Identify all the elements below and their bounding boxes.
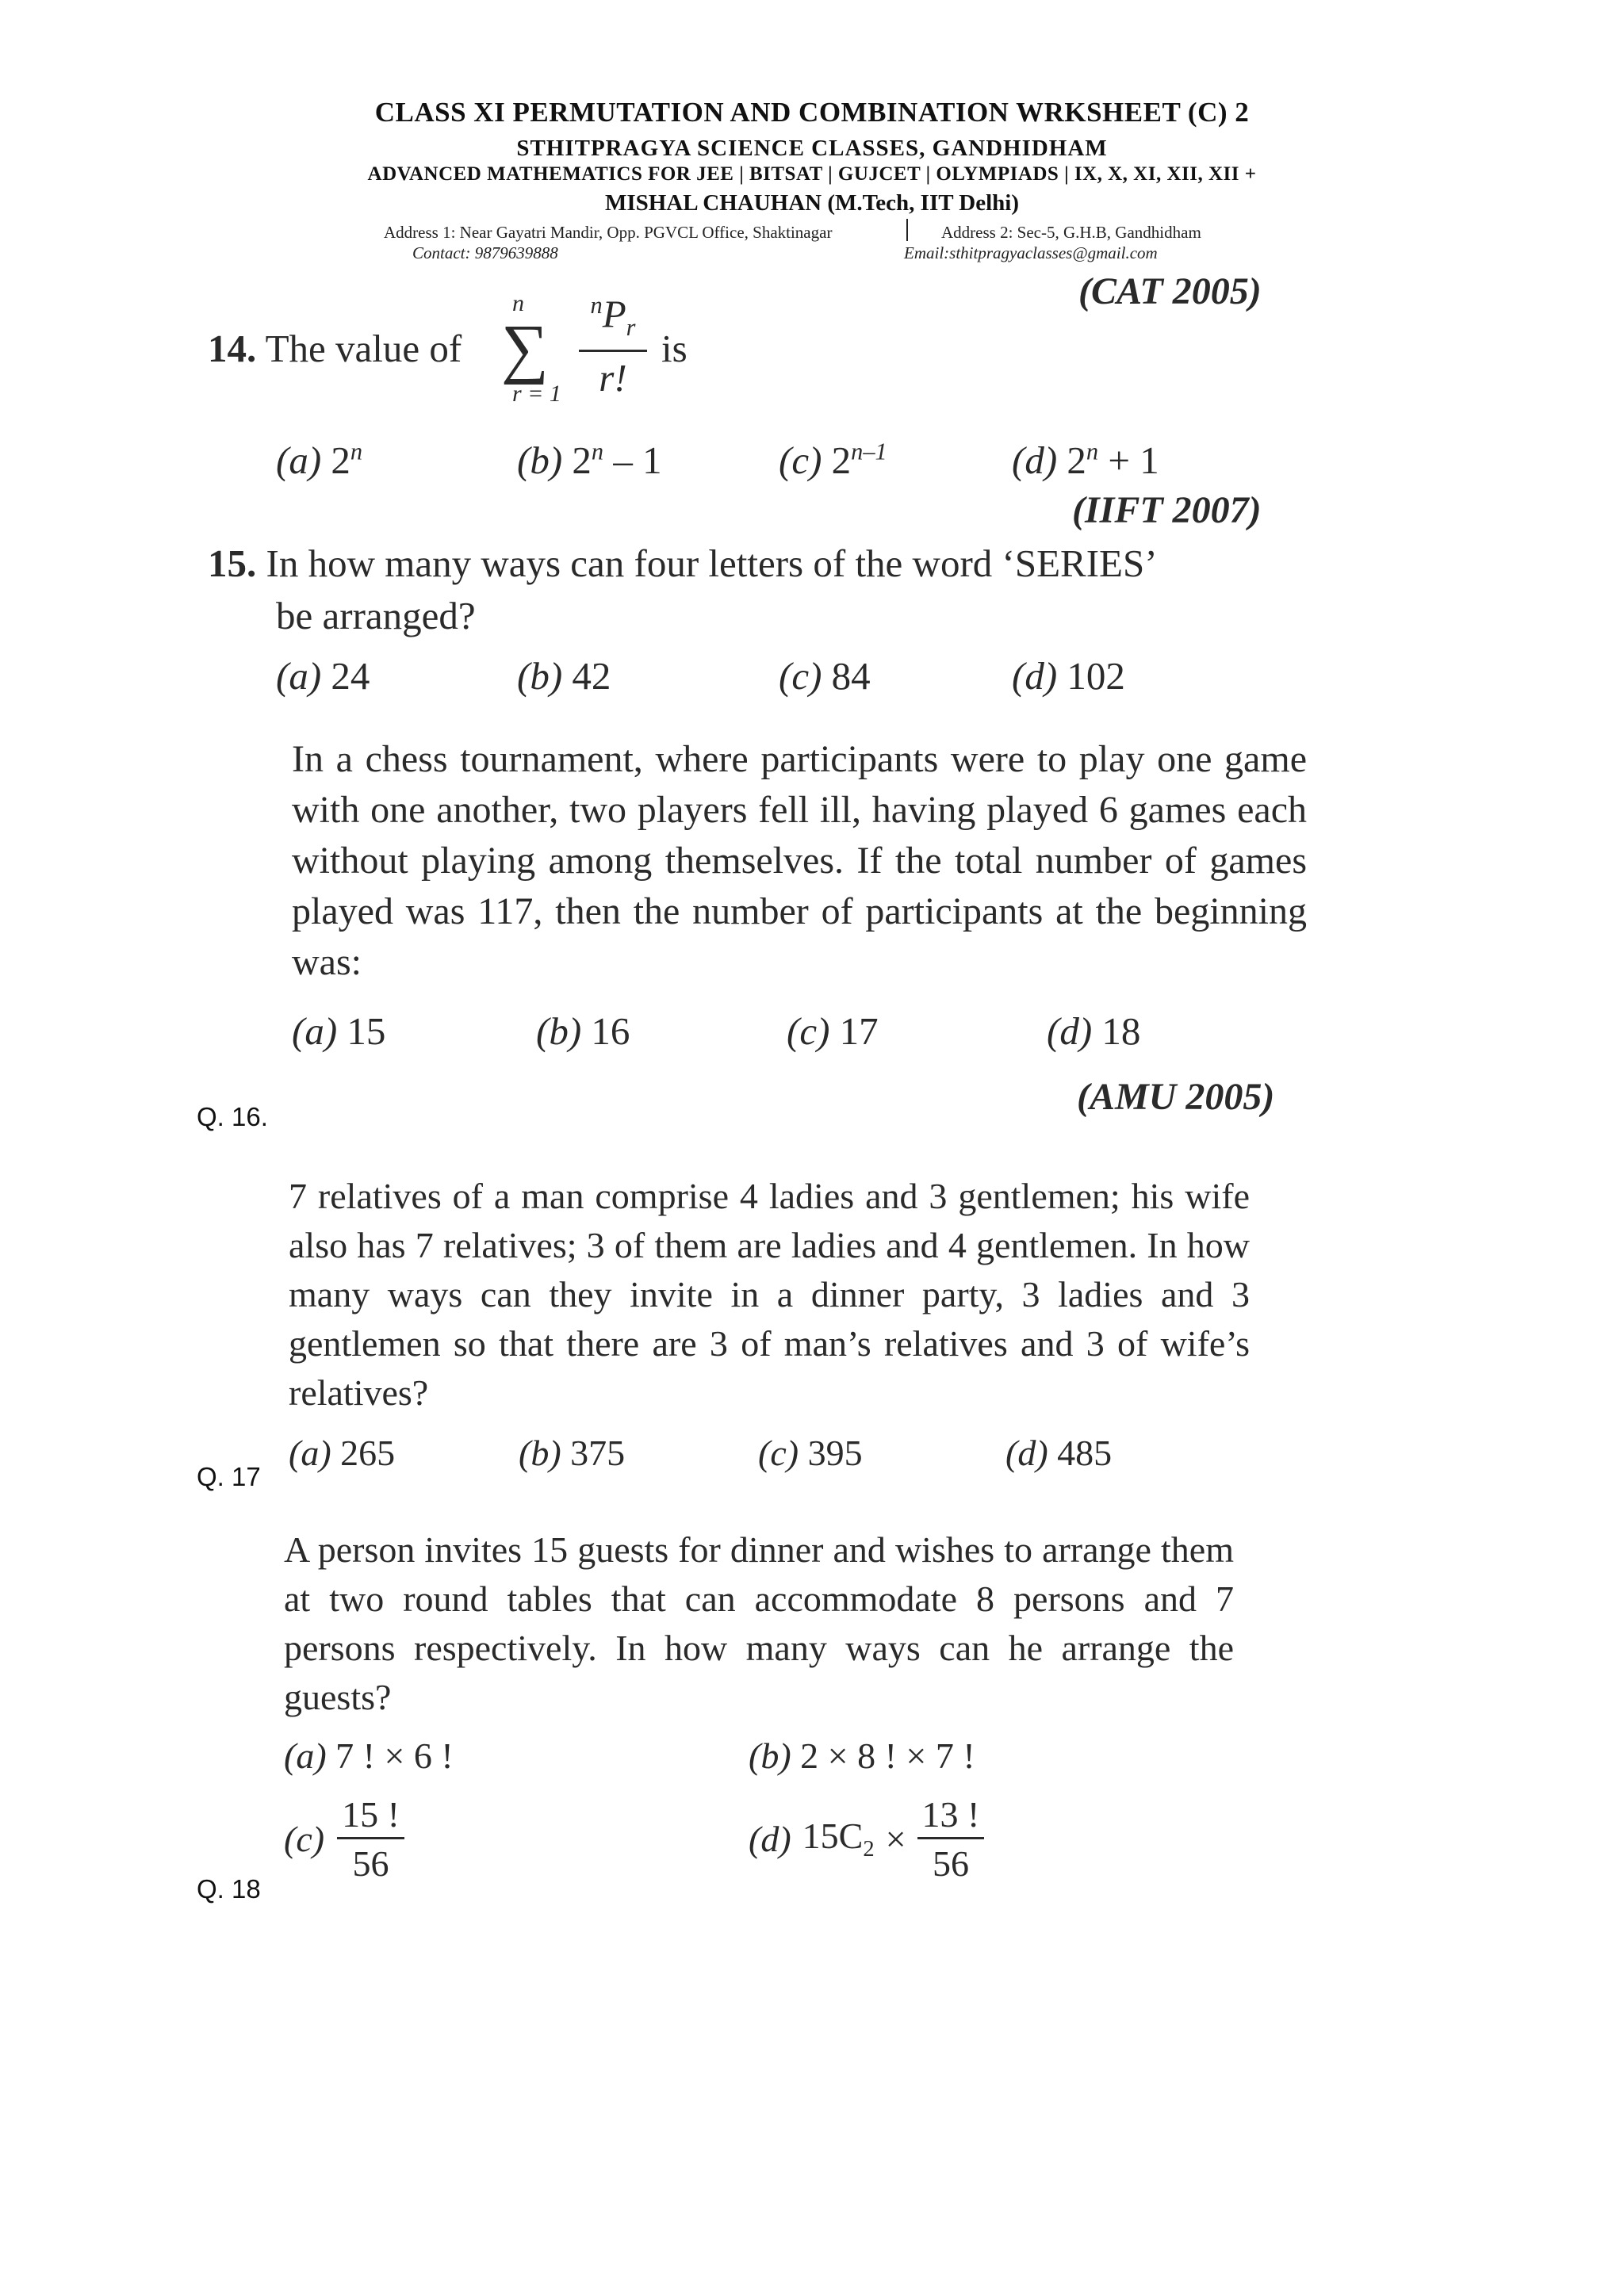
q15-text-line2: be arranged? xyxy=(276,594,476,637)
q15-text-line1: In how many ways can four letters of the word ‘SERIES’ xyxy=(266,541,1158,585)
contact-number: Contact: 9879639888 xyxy=(412,243,558,262)
q16-option-b[interactable]: (b) 16 xyxy=(536,1009,630,1053)
q14-number: 14. xyxy=(208,327,257,370)
q14-frac-num-main: P xyxy=(602,292,626,336)
q15-option-a[interactable]: (a) 24 xyxy=(276,654,370,698)
address-2: Address 2: Sec-5, G.H.B, Gandhidham xyxy=(941,223,1201,242)
q16-text: In a chess tournament, where participants were to play one game with one another, two players fell ill, having played 6 games each without playing among themselves. If the total number of games played was 117, then the number of participants at the beginning was: xyxy=(292,738,1307,983)
q14-frac-den: r! xyxy=(599,356,627,400)
q15-stem-line1 xyxy=(208,541,1158,585)
q14-frac-num xyxy=(579,293,647,340)
q14-option-a[interactable]: (a) 2$^n$ xyxy=(276,438,363,482)
q16-option-a[interactable]: (a) 15 xyxy=(292,1009,386,1053)
q17-text: 7 relatives of a man comprise 4 ladies and 3 gentlemen; his wife also has 7 relatives; 3 of them are ladies and 4 gentlemen. In how many ways can they invite in a dinner party, 3 ladies and 3 gentlemen so that there are 3 of man’s relatives and 3 of wife’s relatives? xyxy=(289,1176,1250,1413)
q18-text: A person invites 15 guests for dinner and wishes to arrange them at two round tables that can accommodate 8 persons and 7 persons respectively. In how many ways can he arrange the guests? xyxy=(284,1529,1234,1717)
q14-frac-bar xyxy=(579,350,647,352)
q17-option-b[interactable]: (b) 375 xyxy=(519,1433,626,1473)
q16-option-c[interactable]: (c) 17 xyxy=(787,1009,879,1053)
advanced-line: ADVANCED MATHEMATICS FOR JEE | BITSAT | GUJCET | OLYMPIADS | IX, X, XI, XII, XII + xyxy=(367,163,1257,185)
q15-source: (IIFT 2007) xyxy=(1072,489,1262,531)
q14-sum-upper: n xyxy=(512,290,524,316)
q15-option-c[interactable]: (c) 84 xyxy=(779,654,871,698)
q18-option-b[interactable]: (b) 2 × 8 ! × 7 ! xyxy=(749,1735,975,1776)
q14-stem xyxy=(208,329,462,368)
q18-option-a[interactable]: (a) 7 ! × 6 ! xyxy=(284,1735,454,1776)
author-line: MISHAL CHAUHAN (M.Tech, IIT Delhi) xyxy=(604,190,1020,216)
q15-option-d[interactable]: (d) 102 xyxy=(1012,654,1125,698)
q17-label: Q. 17 xyxy=(197,1462,261,1491)
q16-option-d[interactable]: (d) 18 xyxy=(1047,1009,1141,1053)
worksheet-title: CLASS XI PERMUTATION AND COMBINATION WRKSHEET (C) 2 xyxy=(374,97,1250,128)
address-divider xyxy=(906,219,908,241)
q14-text: The value of xyxy=(265,327,462,370)
q17-option-a[interactable]: (a) 265 xyxy=(289,1433,396,1473)
q16-source: (AMU 2005) xyxy=(1077,1076,1275,1118)
q14-option-b[interactable]: (b) 2$^n$ – 1 xyxy=(517,438,662,482)
sigma-icon: ∑ xyxy=(501,312,549,385)
q14-source: (CAT 2005) xyxy=(1078,270,1262,312)
institute-name: STHITPRAGYA SCIENCE CLASSES, GANDHIDHAM xyxy=(516,136,1108,161)
q14-frac-num-pre: n xyxy=(590,292,603,319)
q15-number: 15. xyxy=(208,541,257,585)
q18-option-d[interactable]: (d) $15C_2$ × $\frac{13 !}{56}$ xyxy=(749,1793,984,1885)
q15-option-b[interactable]: (b) 42 xyxy=(517,654,611,698)
q16-label: Q. 16. xyxy=(197,1102,268,1131)
q18-option-c[interactable]: (c) $\frac{15 !}{56}$ xyxy=(284,1793,404,1885)
q14-option-c[interactable]: (c) 2$^{n-1}$ xyxy=(779,438,887,482)
q14-frac-num-sub: r xyxy=(626,314,636,342)
address-1: Address 1: Near Gayatri Mandir, Opp. PGVCL Office, Shaktinagar xyxy=(384,223,833,242)
q17-option-d[interactable]: (d) 485 xyxy=(1005,1433,1113,1473)
q14-option-d[interactable]: (d) $2^n + 1$ xyxy=(1012,438,1159,482)
email-address: Email:sthitpragyaclasses@gmail.com xyxy=(904,243,1158,262)
q14-tail: is xyxy=(661,327,688,370)
q18-label: Q. 18 xyxy=(197,1874,261,1904)
q17-option-c[interactable]: (c) 395 xyxy=(758,1433,863,1473)
q14-sum-lower: r = 1 xyxy=(512,381,561,407)
